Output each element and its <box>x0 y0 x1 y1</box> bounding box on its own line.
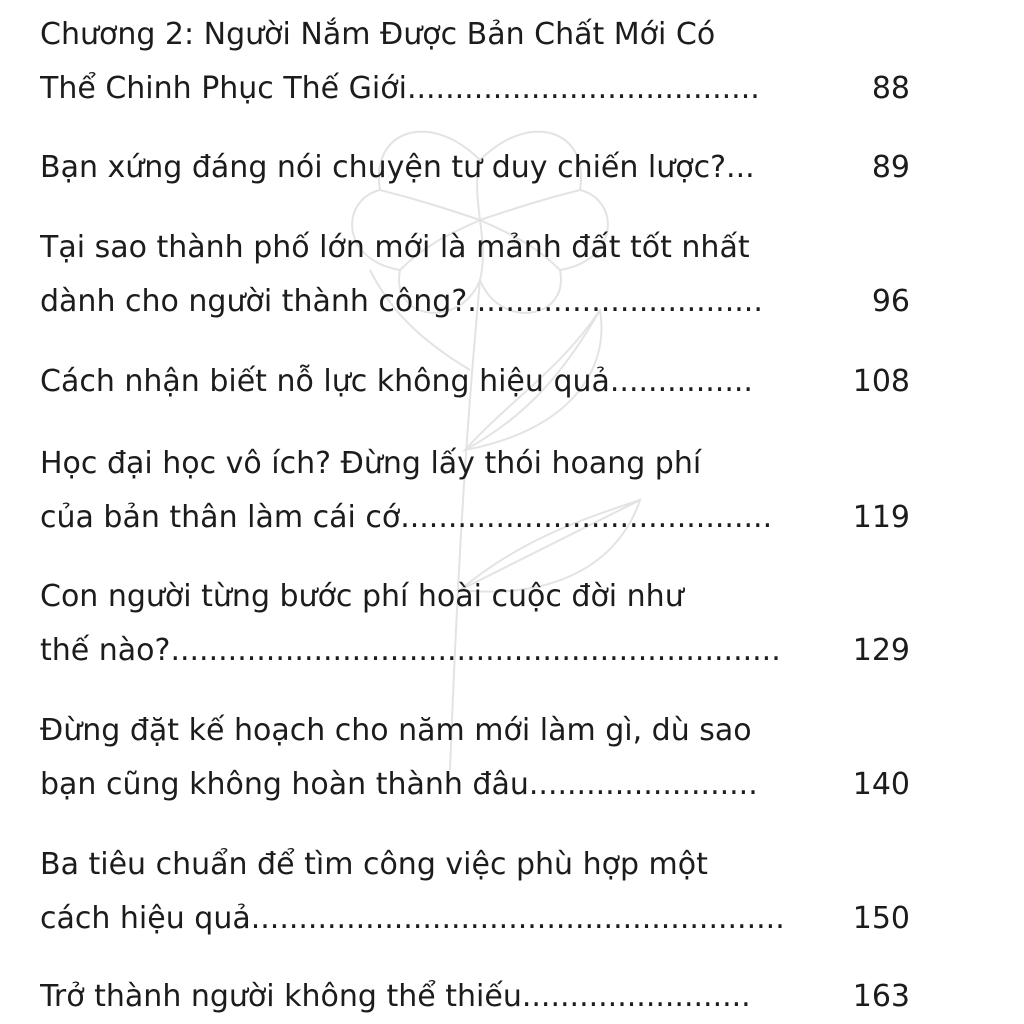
toc-entry[interactable] <box>40 704 912 812</box>
toc-entry[interactable] <box>40 8 912 116</box>
toc-entry[interactable] <box>40 570 912 678</box>
toc-entry[interactable] <box>40 838 912 946</box>
toc-entry-page-number: 96 <box>871 284 910 319</box>
toc-entry-title-line: dành cho người thành công?............................... <box>40 284 763 319</box>
toc-entry-title-line: Con người từng bước phí hoài cuộc đời như <box>40 579 684 614</box>
toc-entry-title-line: Học đại học vô ích? Đừng lấy thói hoang phí <box>40 446 702 481</box>
toc-entry-title-line: cách hiệu quả........................................................ <box>40 901 785 936</box>
toc-entry-page-number: 140 <box>852 767 910 802</box>
toc-entry-title-line: Ba tiêu chuẩn để tìm công việc phù hợp một <box>40 847 708 882</box>
toc-entry-title-line: Thể Chinh Phục Thế Giới..................................... <box>40 71 760 106</box>
toc-entry-page-number: 129 <box>852 633 910 668</box>
toc-entry[interactable] <box>40 221 912 329</box>
toc-entry-title-line: của bản thân làm cái cớ....................................... <box>40 500 773 535</box>
toc-entry[interactable] <box>40 437 912 545</box>
toc-entry-title-line: Cách nhận biết nỗ lực không hiệu quả............... <box>40 364 753 399</box>
toc-entry-page-number: 88 <box>871 71 910 106</box>
toc-entry-title-line: Chương 2: Người Nắm Được Bản Chất Mới Có <box>40 17 716 52</box>
toc-entry-title-line: Đừng đặt kế hoạch cho năm mới làm gì, dù sao <box>40 713 752 748</box>
toc-entry-title-line: bạn cũng không hoàn thành đâu........................ <box>40 767 758 802</box>
toc-entry[interactable] <box>40 141 912 195</box>
toc-entry-title-line: thế nào?................................................................ <box>40 633 781 668</box>
toc-entry-page-number: 163 <box>852 979 910 1014</box>
toc-entry-page-number: 150 <box>852 901 910 936</box>
toc-entry-title-line: Tại sao thành phố lớn mới là mảnh đất tốt nhất <box>40 230 750 265</box>
toc-entry-title-line: Trở thành người không thể thiếu........................ <box>40 979 751 1014</box>
toc-entry-page-number: 108 <box>852 364 910 399</box>
toc-entry-title-line: Bạn xứng đáng nói chuyện tư duy chiến lược?... <box>40 150 755 185</box>
toc-entry[interactable] <box>40 355 912 409</box>
toc-entry[interactable] <box>40 970 912 1024</box>
table-of-contents <box>40 0 912 1024</box>
toc-entry-page-number: 119 <box>852 500 910 535</box>
toc-entry-page-number: 89 <box>871 150 910 185</box>
